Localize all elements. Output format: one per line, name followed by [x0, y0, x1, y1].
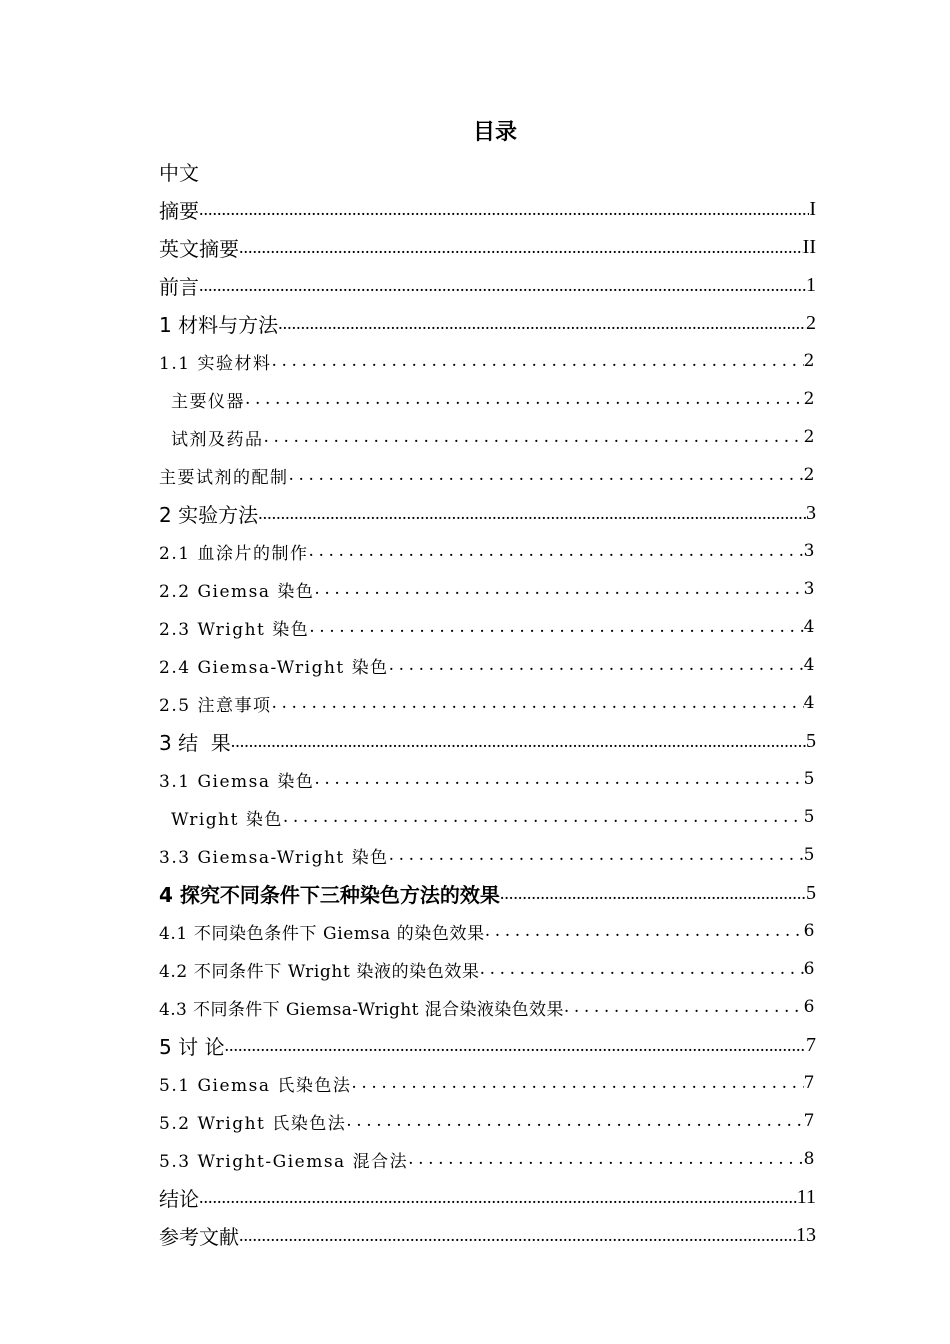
toc-page-number: 7 — [806, 1033, 816, 1056]
toc-label: 5.1 Giemsa 氏染色法 — [159, 1075, 352, 1096]
toc-label: 4 探究不同条件下三种染色方法的效果 — [159, 882, 500, 907]
toc-page-number: 3 — [806, 501, 816, 524]
toc-label: 4.3 不同条件下 Giemsa-Wright 混合染液染色效果 — [159, 999, 564, 1020]
toc-page-number: 4 — [803, 617, 816, 637]
toc-entry-3-1[interactable] — [159, 760, 816, 798]
toc-page-number: 2 — [803, 427, 816, 447]
toc-leader-dots — [278, 313, 806, 334]
toc-leader-dots — [485, 921, 804, 941]
toc-entry-1-1[interactable] — [159, 342, 816, 380]
toc-label: 2.4 Giemsa-Wright 染色 — [159, 657, 389, 678]
toc-page-number: 7 — [803, 1073, 816, 1093]
toc-page-number: 5 — [803, 845, 816, 865]
toc-entry-5-2[interactable] — [159, 1102, 816, 1140]
toc-entry-4-1[interactable] — [159, 912, 816, 950]
toc-label: 2 实验方法 — [159, 502, 259, 527]
toc-page-number: 2 — [803, 389, 816, 409]
toc-entry-2-4[interactable] — [159, 646, 816, 684]
toc-leader-dots — [314, 769, 803, 789]
toc-leader-dots — [389, 655, 804, 675]
toc-label: 5 讨 论 — [159, 1034, 225, 1059]
toc-leader-dots — [480, 959, 804, 979]
toc-entry-section-4[interactable] — [159, 874, 816, 912]
toc-leader-dots — [199, 199, 809, 220]
toc-entry-references[interactable] — [159, 1216, 816, 1254]
toc-entry-reagents[interactable] — [159, 418, 816, 456]
toc-page-number: 8 — [803, 1149, 816, 1169]
toc-leader-dots — [239, 1225, 796, 1246]
toc-entry-section-1[interactable] — [159, 304, 816, 342]
toc-page-number: 6 — [803, 997, 816, 1017]
toc-entry-5-1[interactable] — [159, 1064, 816, 1102]
toc-page-number: 2 — [806, 311, 816, 334]
toc-page-number: 5 — [803, 769, 816, 789]
toc-page-number: 3 — [803, 579, 816, 599]
toc-label: 2.1 血涂片的制作 — [159, 543, 309, 564]
toc-label: 英文摘要 — [159, 236, 239, 261]
toc-leader-dots — [239, 237, 803, 258]
toc-entry-2-1[interactable] — [159, 532, 816, 570]
toc-entry-section-5[interactable] — [159, 1026, 816, 1064]
toc-entry-5-3[interactable] — [159, 1140, 816, 1178]
toc-label: 中文 — [159, 160, 199, 185]
toc-leader-dots — [283, 807, 804, 827]
toc-label: 前言 — [159, 274, 199, 299]
toc-label: 主要仪器 — [171, 391, 245, 412]
toc-leader-dots — [351, 1073, 803, 1093]
toc-entry-english-abstract[interactable] — [159, 228, 816, 266]
toc-page-number: 11 — [796, 1185, 816, 1208]
toc-leader-dots — [408, 1149, 804, 1169]
toc-label: 4.2 不同条件下 Wright 染液的染色效果 — [159, 961, 480, 982]
table-of-contents — [159, 152, 816, 1254]
toc-label: 结论 — [159, 1186, 199, 1211]
toc-page-number: 2 — [803, 465, 816, 485]
toc-page-number: 3 — [803, 541, 816, 561]
toc-page-number: 4 — [803, 655, 816, 675]
toc-title: 目录 — [472, 120, 517, 145]
toc-label: 2.5 注意事项 — [159, 695, 272, 716]
toc-entry-2-3[interactable] — [159, 608, 816, 646]
toc-label: 试剂及药品 — [171, 429, 264, 450]
toc-label: 参考文献 — [159, 1224, 239, 1249]
toc-entry-4-2[interactable] — [159, 950, 816, 988]
toc-label: 3 结 果 — [159, 730, 231, 755]
toc-entry-conclusion[interactable] — [159, 1178, 816, 1216]
toc-label: 1.1 实验材料 — [159, 353, 272, 374]
toc-entry-2-5[interactable] — [159, 684, 816, 722]
toc-entry-4-3[interactable] — [159, 988, 816, 1026]
toc-page-number: 7 — [803, 1111, 816, 1131]
toc-leader-dots — [346, 1111, 803, 1131]
toc-entry-abstract[interactable] — [159, 190, 816, 228]
toc-leader-dots — [199, 1187, 797, 1208]
toc-entry-wright-stain[interactable] — [159, 798, 816, 836]
toc-entry-instruments[interactable] — [159, 380, 816, 418]
toc-entry-reagent-preparation[interactable] — [159, 456, 816, 494]
toc-entry-2-2[interactable] — [159, 570, 816, 608]
toc-page-number: 4 — [803, 693, 816, 713]
toc-leader-dots — [308, 541, 803, 561]
toc-leader-dots — [389, 845, 804, 865]
toc-page-number: II — [802, 235, 816, 258]
toc-leader-dots — [309, 617, 803, 637]
toc-page-number: 13 — [796, 1223, 816, 1246]
toc-label: 5.3 Wright-Giemsa 混合法 — [159, 1151, 409, 1172]
toc-page-number: 5 — [806, 881, 816, 904]
toc-label: 4.1 不同染色条件下 Giemsa 的染色效果 — [159, 923, 485, 944]
toc-leader-dots — [564, 997, 804, 1017]
toc-page-number: 5 — [806, 729, 816, 752]
toc-leader-dots — [271, 693, 803, 713]
toc-label: 主要试剂的配制 — [159, 467, 289, 488]
toc-label: 2.3 Wright 染色 — [159, 619, 310, 640]
toc-entry-section-3[interactable] — [159, 722, 816, 760]
toc-leader-dots — [245, 389, 804, 409]
toc-leader-dots — [289, 465, 804, 485]
toc-page-number: 1 — [806, 273, 816, 296]
toc-page-number: 5 — [803, 807, 816, 827]
toc-label: 3.3 Giemsa-Wright 染色 — [159, 847, 389, 868]
toc-leader-dots — [231, 731, 806, 752]
toc-page-number: 6 — [803, 959, 816, 979]
toc-page-number: I — [809, 197, 816, 220]
toc-label: Wright 染色 — [171, 809, 283, 830]
toc-leader-dots — [271, 351, 803, 371]
toc-entry-preface[interactable] — [159, 266, 816, 304]
toc-label: 5.2 Wright 氏染色法 — [159, 1113, 347, 1134]
toc-label: 2.2 Giemsa 染色 — [159, 581, 315, 602]
toc-leader-dots — [500, 883, 806, 904]
toc-leader-dots — [264, 427, 804, 447]
toc-leader-dots — [224, 1035, 806, 1056]
toc-label: 摘要 — [159, 198, 199, 223]
toc-leader-dots — [199, 275, 806, 296]
toc-label: 3.1 Giemsa 染色 — [159, 771, 315, 792]
toc-entry-3-3[interactable] — [159, 836, 816, 874]
toc-leader-dots — [258, 503, 806, 524]
toc-label: 1 材料与方法 — [159, 312, 279, 337]
toc-entry-section-2[interactable] — [159, 494, 816, 532]
toc-page-number: 2 — [803, 351, 816, 371]
toc-page-number: 6 — [803, 921, 816, 941]
toc-heading-chinese[interactable] — [159, 152, 816, 190]
toc-leader-dots — [314, 579, 803, 599]
